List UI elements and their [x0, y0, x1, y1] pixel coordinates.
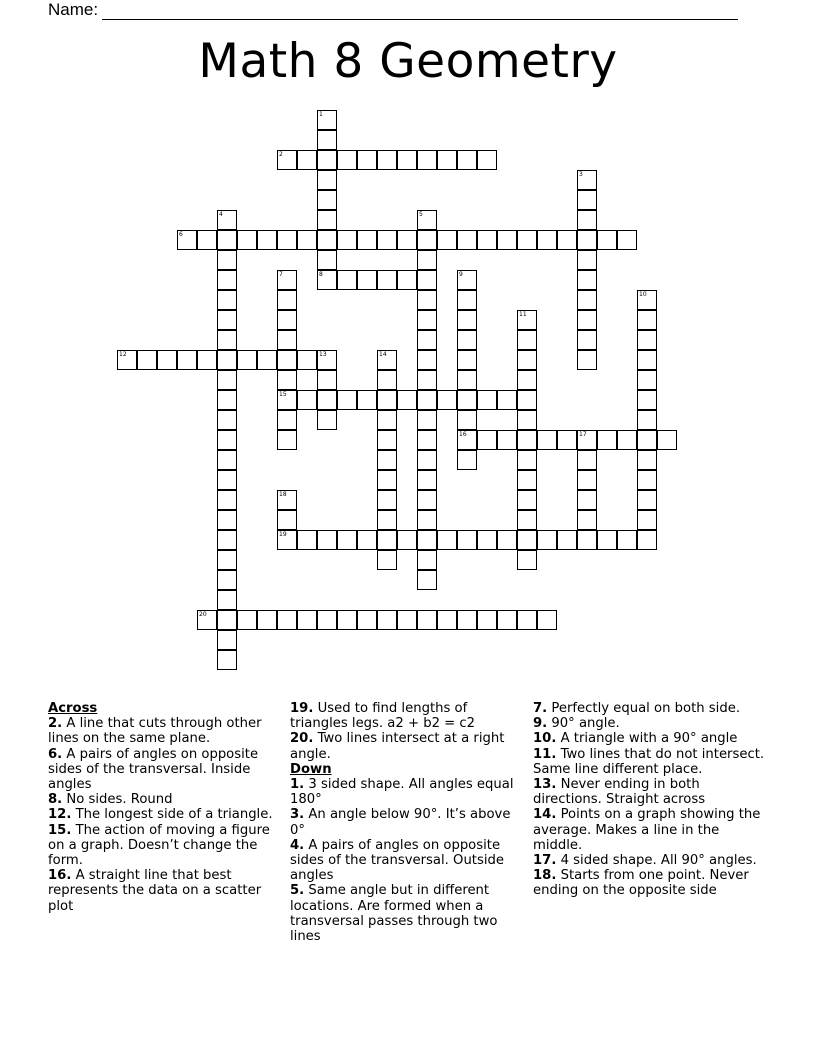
crossword-cell[interactable] — [417, 370, 437, 390]
crossword-cell[interactable] — [417, 530, 437, 550]
clue-number: 9 — [459, 271, 463, 278]
clue-down-17: 17. 4 sided shape. All 90° angles. — [533, 853, 757, 869]
crossword-cell[interactable] — [457, 230, 477, 250]
crossword-cell[interactable] — [577, 230, 597, 250]
crossword-cell[interactable] — [497, 230, 517, 250]
crossword-cell[interactable] — [417, 150, 437, 170]
crossword-cell[interactable] — [217, 290, 237, 310]
crossword-cell[interactable] — [317, 250, 337, 270]
crossword-cell[interactable] — [317, 130, 337, 150]
clue-down-3: 3. An angle below 90°. It’s above 0° — [290, 807, 511, 838]
crossword-cell[interactable] — [497, 530, 517, 550]
crossword-cell[interactable] — [517, 450, 537, 470]
crossword-cell[interactable] — [217, 510, 237, 530]
crossword-cell[interactable] — [337, 270, 357, 290]
crossword-cell[interactable] — [577, 470, 597, 490]
crossword-cell[interactable] — [397, 610, 417, 630]
crossword-cell[interactable] — [577, 350, 597, 370]
crossword-cell[interactable] — [357, 150, 377, 170]
crossword-cell[interactable] — [517, 510, 537, 530]
crossword-cell[interactable] — [637, 530, 657, 550]
crossword-cell[interactable] — [397, 390, 417, 410]
crossword-cell[interactable] — [417, 310, 437, 330]
crossword-cell[interactable] — [637, 470, 657, 490]
crossword-cell[interactable] — [237, 350, 257, 370]
crossword-cell[interactable] — [537, 430, 557, 450]
crossword-cell[interactable] — [417, 410, 437, 430]
crossword-cell[interactable] — [437, 390, 457, 410]
crossword-cell[interactable] — [197, 230, 217, 250]
crossword-cell[interactable] — [277, 310, 297, 330]
crossword-cell[interactable] — [517, 390, 537, 410]
crossword-cell[interactable] — [497, 610, 517, 630]
crossword-cell[interactable] — [517, 470, 537, 490]
crossword-cell[interactable] — [477, 430, 497, 450]
crossword-cell[interactable] — [577, 430, 597, 450]
crossword-cell[interactable] — [457, 350, 477, 370]
clue-number: 13 — [319, 351, 327, 358]
crossword-cell[interactable] — [517, 550, 537, 570]
crossword-cell[interactable] — [317, 230, 337, 250]
crossword-cell[interactable] — [377, 150, 397, 170]
crossword-cell[interactable] — [377, 390, 397, 410]
crossword-cell[interactable] — [317, 170, 337, 190]
crossword-cell[interactable] — [577, 490, 597, 510]
crossword-cell[interactable] — [357, 270, 377, 290]
crossword-cell[interactable] — [217, 430, 237, 450]
clue-across-12: 12. The longest side of a triangle. — [48, 807, 273, 823]
clue-down-14: 14. Points on a graph showing the average. Makes a line in the middle. — [533, 807, 761, 853]
crossword-cell[interactable] — [257, 230, 277, 250]
crossword-cell[interactable] — [397, 230, 417, 250]
crossword-cell[interactable] — [517, 310, 537, 330]
crossword-cell[interactable] — [577, 190, 597, 210]
crossword-cell[interactable] — [297, 610, 317, 630]
crossword-cell[interactable] — [637, 490, 657, 510]
clue-number: 14 — [379, 351, 387, 358]
crossword-cell[interactable] — [657, 430, 677, 450]
crossword-cell[interactable] — [617, 530, 637, 550]
crossword-cell[interactable] — [217, 590, 237, 610]
clue-number: 5 — [419, 211, 423, 218]
crossword-cell[interactable] — [457, 370, 477, 390]
clue-across-19: 19. Used to find lengths of triangles legs. a2 + b2 = c2 — [290, 701, 476, 732]
crossword-cell[interactable] — [377, 230, 397, 250]
clue-across-2: 2. A line that cuts through other lines on the same plane. — [48, 716, 262, 747]
crossword-cell[interactable] — [377, 470, 397, 490]
crossword-cell[interactable] — [577, 530, 597, 550]
crossword-cell[interactable] — [337, 230, 357, 250]
crossword-cell[interactable] — [317, 390, 337, 410]
crossword-cell[interactable] — [277, 330, 297, 350]
crossword-cell[interactable] — [377, 370, 397, 390]
crossword-cell[interactable] — [217, 250, 237, 270]
crossword-cell[interactable] — [517, 610, 537, 630]
crossword-cell[interactable] — [217, 650, 237, 670]
crossword-cell[interactable] — [417, 490, 437, 510]
clue-number: 8 — [319, 271, 323, 278]
crossword-cell[interactable] — [317, 610, 337, 630]
clue-number: 1 — [319, 111, 323, 118]
crossword-cell[interactable] — [577, 310, 597, 330]
crossword-cell[interactable] — [277, 390, 297, 410]
crossword-cell[interactable] — [517, 330, 537, 350]
clue-across-6: 6. A pairs of angles on opposite sides of the transversal. Inside angles — [48, 746, 259, 793]
crossword-cell[interactable] — [217, 350, 237, 370]
crossword-cell[interactable] — [417, 450, 437, 470]
crossword-cell[interactable] — [417, 470, 437, 490]
crossword-cell[interactable] — [637, 430, 657, 450]
crossword-cell[interactable] — [597, 230, 617, 250]
crossword-cell[interactable] — [417, 250, 437, 270]
clue-down-11: 11. Two lines that do not intersect. Same line different place. — [533, 746, 765, 777]
crossword-cell[interactable] — [277, 510, 297, 530]
crossword-cell[interactable] — [337, 150, 357, 170]
crossword-cell[interactable] — [417, 290, 437, 310]
crossword-cell[interactable] — [617, 230, 637, 250]
crossword-cell[interactable] — [317, 350, 337, 370]
crossword-cell[interactable] — [457, 290, 477, 310]
crossword-cell[interactable] — [217, 390, 237, 410]
crossword-cell[interactable] — [517, 370, 537, 390]
crossword-cell[interactable] — [517, 230, 537, 250]
clues-column-2 — [290, 701, 520, 944]
crossword-cell[interactable] — [237, 610, 257, 630]
crossword-cell[interactable] — [217, 310, 237, 330]
crossword-cell[interactable] — [217, 470, 237, 490]
crossword-cell[interactable] — [417, 430, 437, 450]
crossword-cell[interactable] — [317, 150, 337, 170]
crossword-cell[interactable] — [217, 270, 237, 290]
crossword-cell[interactable] — [277, 610, 297, 630]
crossword-cell[interactable] — [357, 530, 377, 550]
crossword-cell[interactable] — [217, 570, 237, 590]
crossword-cell[interactable] — [597, 430, 617, 450]
crossword-cell[interactable] — [377, 350, 397, 370]
crossword-cell[interactable] — [417, 330, 437, 350]
clue-across-15: 15. The action of moving a figure on a graph. Doesn’t change the form. — [48, 822, 270, 869]
crossword-cell[interactable] — [217, 490, 237, 510]
crossword-cell[interactable] — [197, 350, 217, 370]
clue-across-16: 16. A straight line that best represents the data on a scatter plot — [48, 868, 262, 914]
crossword-cell[interactable] — [217, 530, 237, 550]
crossword-cell[interactable] — [237, 230, 257, 250]
crossword-cell[interactable] — [577, 290, 597, 310]
crossword-cell[interactable] — [577, 250, 597, 270]
name-label: Name: — [48, 0, 99, 19]
crossword-cell[interactable] — [457, 410, 477, 430]
crossword-cell[interactable] — [377, 610, 397, 630]
crossword-cell[interactable] — [477, 530, 497, 550]
crossword-cell[interactable] — [457, 610, 477, 630]
crossword-cell[interactable] — [437, 610, 457, 630]
crossword-cell[interactable] — [457, 330, 477, 350]
crossword-cell[interactable] — [557, 430, 577, 450]
crossword-cell[interactable] — [317, 370, 337, 390]
clue-number: 16 — [459, 431, 467, 438]
crossword-cell[interactable] — [377, 490, 397, 510]
crossword-cell[interactable] — [637, 410, 657, 430]
crossword-cell[interactable] — [497, 390, 517, 410]
crossword-cell[interactable] — [477, 610, 497, 630]
crossword-cell[interactable] — [377, 550, 397, 570]
crossword-cell[interactable] — [297, 390, 317, 410]
crossword-cell[interactable] — [317, 210, 337, 230]
clue-across-20: 20. Two lines intersect at a right angle. — [290, 731, 505, 762]
crossword-cell[interactable] — [277, 350, 297, 370]
crossword-cell[interactable] — [457, 150, 477, 170]
crossword-cell[interactable] — [597, 530, 617, 550]
crossword-cell[interactable] — [457, 430, 477, 450]
crossword-cell[interactable] — [357, 610, 377, 630]
crossword-cell[interactable] — [317, 190, 337, 210]
crossword-cell[interactable] — [337, 390, 357, 410]
crossword-cell[interactable] — [637, 370, 657, 390]
crossword-cell[interactable] — [457, 390, 477, 410]
crossword-cell[interactable] — [537, 610, 557, 630]
clue-number: 10 — [639, 291, 647, 298]
crossword-cell[interactable] — [277, 230, 297, 250]
crossword-cell[interactable] — [217, 330, 237, 350]
crossword-cell[interactable] — [357, 230, 377, 250]
clue-across-8: 8. No sides. Round — [48, 792, 173, 808]
crossword-cell[interactable] — [437, 530, 457, 550]
clue-down-13: 13. Never ending in both directions. Straight across — [533, 777, 706, 808]
crossword-cell[interactable] — [557, 530, 577, 550]
clue-number: 11 — [519, 311, 527, 318]
crossword-cell[interactable] — [197, 610, 217, 630]
crossword-cell[interactable] — [557, 230, 577, 250]
crossword-cell[interactable] — [517, 350, 537, 370]
crossword-cell[interactable] — [277, 410, 297, 430]
crossword-cell[interactable] — [137, 350, 157, 370]
clue-down-4: 4. A pairs of angles on opposite sides of the transversal. Outside angles — [290, 837, 504, 884]
crossword-cell[interactable] — [217, 450, 237, 470]
crossword-cell[interactable] — [417, 350, 437, 370]
clue-number: 4 — [219, 211, 223, 218]
crossword-cell[interactable] — [617, 430, 637, 450]
crossword-cell[interactable] — [577, 510, 597, 530]
crossword-cell[interactable] — [397, 270, 417, 290]
crossword-cell[interactable] — [297, 350, 317, 370]
crossword-cell[interactable] — [397, 150, 417, 170]
crossword-cell[interactable] — [217, 210, 237, 230]
clues-column-1 — [48, 701, 280, 914]
crossword-cell[interactable] — [177, 230, 197, 250]
crossword-cell[interactable] — [437, 230, 457, 250]
crossword-cell[interactable] — [417, 570, 437, 590]
crossword-cell[interactable] — [277, 270, 297, 290]
crossword-cell[interactable] — [417, 270, 437, 290]
crossword-cell[interactable] — [317, 270, 337, 290]
clue-number: 7 — [279, 271, 283, 278]
crossword-cell[interactable] — [517, 430, 537, 450]
crossword-cell[interactable] — [317, 110, 337, 130]
crossword-cell[interactable] — [217, 370, 237, 390]
crossword-cell[interactable] — [297, 530, 317, 550]
crossword-cell[interactable] — [377, 270, 397, 290]
clue-down-18: 18. Starts from one point. Never ending on the opposite side — [533, 868, 749, 899]
clue-down-10: 10. A triangle with a 90° angle — [533, 731, 738, 747]
crossword-cell[interactable] — [277, 150, 297, 170]
crossword-cell[interactable] — [417, 210, 437, 230]
crossword-cell[interactable] — [377, 530, 397, 550]
clue-number: 17 — [579, 431, 587, 438]
clue-number: 20 — [199, 611, 207, 618]
crossword-cell[interactable] — [457, 310, 477, 330]
crossword-cell[interactable] — [417, 510, 437, 530]
crossword-cell[interactable] — [537, 530, 557, 550]
crossword-cell[interactable] — [397, 530, 417, 550]
crossword-cell[interactable] — [637, 510, 657, 530]
page-title: Math 8 Geometry — [198, 34, 618, 89]
crossword-cell[interactable] — [277, 430, 297, 450]
crossword-cell[interactable] — [577, 210, 597, 230]
crossword-cell[interactable] — [577, 450, 597, 470]
clue-number: 19 — [279, 531, 287, 538]
crossword-cell[interactable] — [317, 530, 337, 550]
crossword-cell[interactable] — [377, 450, 397, 470]
crossword-cell[interactable] — [637, 330, 657, 350]
crossword-cell[interactable] — [477, 230, 497, 250]
crossword-cell[interactable] — [297, 230, 317, 250]
clue-down-1: 1. 3 sided shape. All angles equal 180° — [290, 777, 514, 808]
crossword-cell[interactable] — [637, 450, 657, 470]
crossword-cell[interactable] — [377, 430, 397, 450]
crossword-cell[interactable] — [637, 350, 657, 370]
crossword-cell[interactable] — [117, 350, 137, 370]
down-heading: Down — [290, 761, 332, 777]
crossword-cell[interactable] — [457, 530, 477, 550]
crossword-cell[interactable] — [637, 390, 657, 410]
crossword-cell[interactable] — [277, 290, 297, 310]
clue-number: 6 — [179, 231, 183, 238]
crossword-cell[interactable] — [337, 610, 357, 630]
crossword-cell[interactable] — [217, 610, 237, 630]
clue-number: 2 — [279, 151, 283, 158]
crossword-cell[interactable] — [377, 410, 397, 430]
crossword-cell[interactable] — [217, 550, 237, 570]
clue-number: 15 — [279, 391, 287, 398]
crossword-cell[interactable] — [417, 390, 437, 410]
crossword-cell[interactable] — [517, 410, 537, 430]
crossword-cell[interactable] — [277, 530, 297, 550]
crossword-cell[interactable] — [577, 170, 597, 190]
crossword-cell[interactable] — [517, 490, 537, 510]
crossword-cell[interactable] — [417, 230, 437, 250]
crossword-cell[interactable] — [477, 150, 497, 170]
crossword-cell[interactable] — [477, 390, 497, 410]
crossword-cell[interactable] — [217, 630, 237, 650]
crossword-cell[interactable] — [457, 450, 477, 470]
clue-number: 18 — [279, 491, 287, 498]
clue-down-5: 5. Same angle but in different locations. Are formed when a transversal passes through two lines — [290, 883, 498, 945]
crossword-cell[interactable] — [497, 430, 517, 450]
clues-column-3 — [533, 701, 765, 899]
crossword-cell[interactable] — [637, 290, 657, 310]
crossword-cell[interactable] — [257, 610, 277, 630]
crossword-cell[interactable] — [457, 270, 477, 290]
clue-number: 12 — [119, 351, 127, 358]
across-heading: Across — [48, 701, 98, 716]
clue-down-9: 9. 90° angle. — [533, 716, 620, 732]
crossword-cell[interactable] — [177, 350, 197, 370]
crossword-cell[interactable] — [157, 350, 177, 370]
crossword-cell[interactable] — [277, 490, 297, 510]
crossword-cell[interactable] — [417, 550, 437, 570]
clue-number: 3 — [579, 171, 583, 178]
crossword-cell[interactable] — [337, 530, 357, 550]
crossword-cell[interactable] — [357, 390, 377, 410]
crossword-cell[interactable] — [257, 350, 277, 370]
crossword-cell[interactable] — [537, 230, 557, 250]
crossword-cell[interactable] — [297, 150, 317, 170]
crossword-cell[interactable] — [217, 410, 237, 430]
clue-down-7: 7. Perfectly equal on both side. — [533, 701, 741, 716]
crossword-cell[interactable] — [437, 150, 457, 170]
crossword-cell[interactable] — [417, 610, 437, 630]
crossword-cell[interactable] — [217, 230, 237, 250]
crossword-cell[interactable] — [317, 410, 337, 430]
crossword-cell[interactable] — [517, 530, 537, 550]
crossword-cell[interactable] — [277, 370, 297, 390]
crossword-cell[interactable] — [377, 510, 397, 530]
crossword-cell[interactable] — [577, 270, 597, 290]
crossword-cell[interactable] — [577, 330, 597, 350]
crossword-cell[interactable] — [637, 310, 657, 330]
